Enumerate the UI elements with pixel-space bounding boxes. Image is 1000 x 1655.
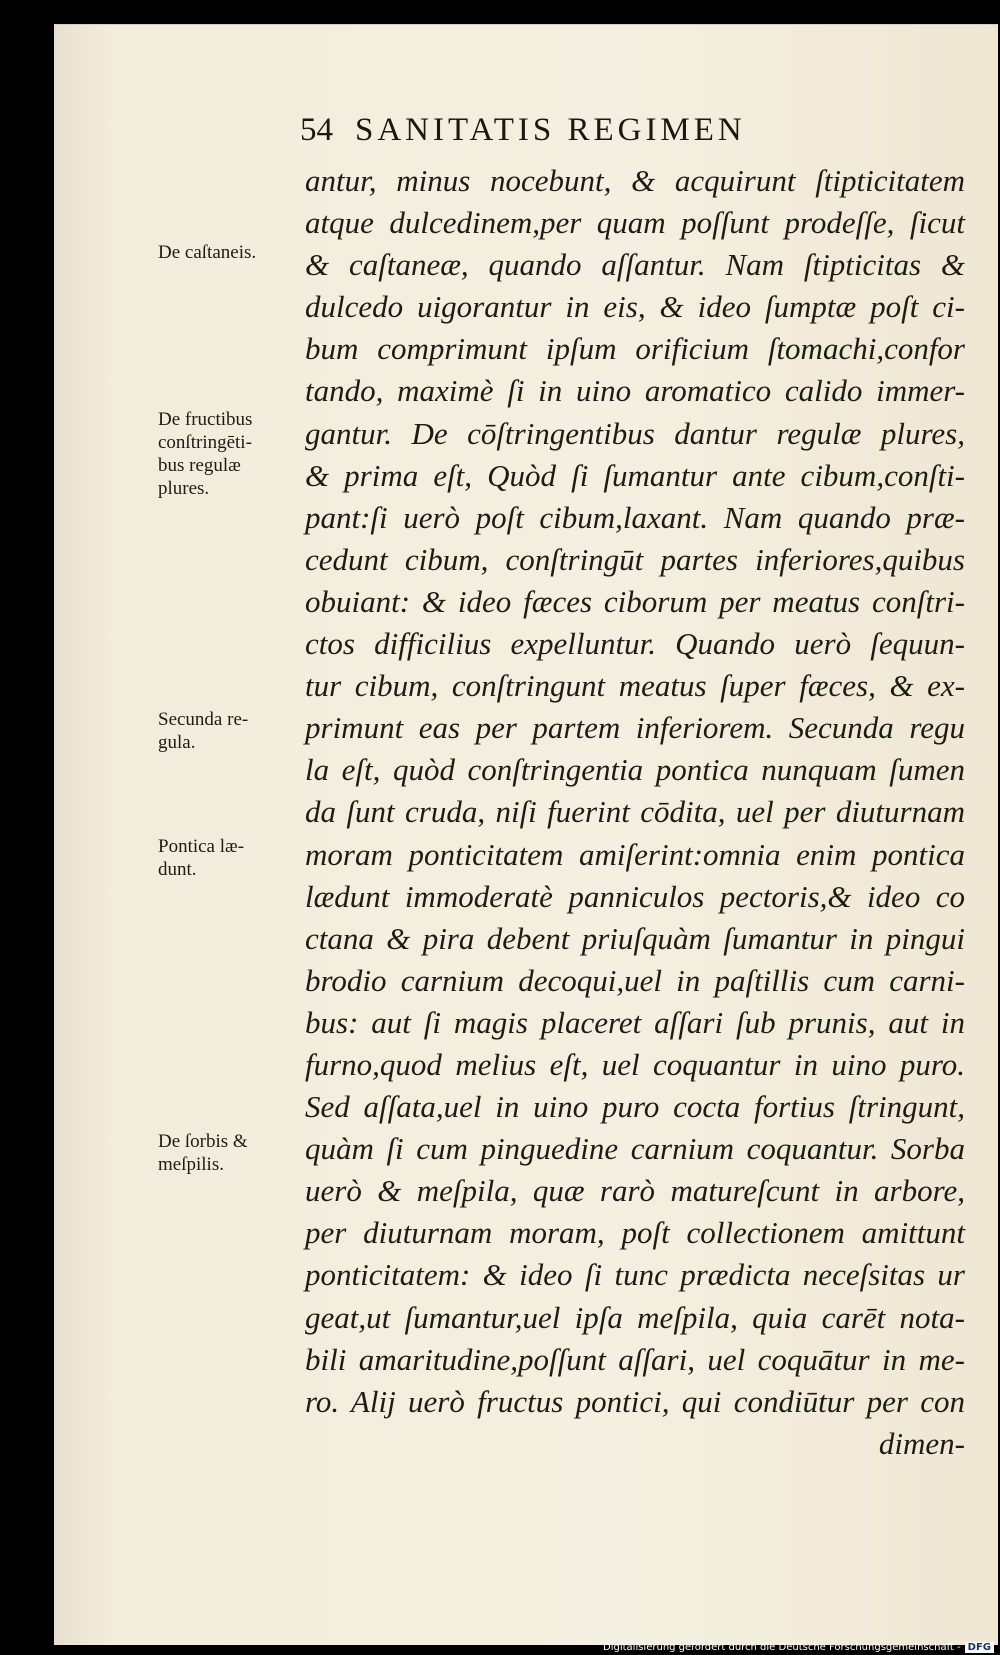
body-text xyxy=(305,160,965,1465)
text-line: uerò & meſpila, quæ rarò matureſcunt in arbore, xyxy=(305,1173,965,1209)
margin-note-line: De ſorbis & xyxy=(158,1131,248,1152)
text-line: Sed aſſata,uel in uino puro cocta fortius ſtringunt, xyxy=(305,1089,965,1125)
page-number: 54 xyxy=(300,112,333,148)
dfg-logo: DFG xyxy=(965,1642,994,1653)
text-line: furno,quod melius eſt, uel coquantur in uino puro. xyxy=(305,1046,965,1082)
text-line: bili amaritudine,poſſunt aſſari, uel coquātur in me- xyxy=(305,1341,965,1377)
text-line: lædunt immoderatè panniculos pectoris,& ideo co xyxy=(305,878,965,914)
catchword: dimen- xyxy=(878,1425,965,1461)
margin-note-line: Secunda re- xyxy=(158,709,249,730)
text-line: dulcedo uigorantur in eis, & ideo ſumptæ poſt ci- xyxy=(305,289,965,325)
text-line: brodio carnium decoqui,uel in paſtillis cum carni- xyxy=(305,962,965,998)
margin-note-secunda-regula xyxy=(158,708,306,754)
margin-note-line: gula. xyxy=(158,732,196,753)
text-line: moram ponticitatem amiſerint:omnia enim pontica xyxy=(305,836,965,872)
text-line: & caſtaneæ, quando aſſantur. Nam ſtipticitas & xyxy=(305,247,965,283)
text-line: tando, maximè ſi in uino aromatico calido immer- xyxy=(305,373,965,409)
text-line: quàm ſi cum pinguedine carnium coquantur. Sorba xyxy=(305,1131,965,1167)
text-line: bum comprimunt ipſum orificium ſtomachi,confor xyxy=(305,331,965,367)
margin-note-line: plures. xyxy=(158,478,210,499)
text-line: ro. Alij uerò fructus pontici, qui condiūtur per con xyxy=(305,1383,965,1419)
text-line: ctos difficilius expelluntur. Quando uerò ſequun- xyxy=(305,626,965,662)
text-line: primunt eas per partem inferiorem. Secunda regu xyxy=(305,710,965,746)
text-line: atque dulcedinem,per quam poſſunt prodeſſe, ſicut xyxy=(305,205,965,241)
margin-note-line: meſpilis. xyxy=(158,1154,224,1175)
text-line: per diuturnam moram, poſt collectionem amittunt xyxy=(305,1215,965,1251)
margin-note-line: Pontica læ- xyxy=(158,836,245,857)
text-line: pant:ſi uerò poſt cibum,laxant. Nam quando præ- xyxy=(305,499,965,535)
text-line: tur cibum, conſtringunt meatus ſuper fæces, & ex- xyxy=(305,668,965,704)
text-line: ctana & pira debent priuſquàm ſumantur in pingui xyxy=(305,920,965,956)
margin-note-sorbis xyxy=(158,1130,306,1176)
margin-note-line: dunt. xyxy=(158,859,197,880)
margin-note-line: De caſtaneis. xyxy=(158,242,257,263)
text-line: gantur. De cōſtringentibus dantur regulæ plures, xyxy=(305,415,965,451)
text-line: geat,ut ſumantur,uel ipſa meſpila, quia carēt nota- xyxy=(305,1299,965,1335)
text-line: obuiant: & ideo fæces ciborum per meatus conſtri- xyxy=(305,583,965,619)
running-header xyxy=(300,112,746,149)
digitization-credit xyxy=(603,1642,994,1653)
credit-text: Digitalisierung gefördert durch die Deutsche Forschungsgemeinschaft - xyxy=(603,1642,961,1653)
margin-note-line: De fructibus xyxy=(158,409,253,430)
text-line: & prima eſt, Quòd ſi ſumantur ante cibum,conſti- xyxy=(305,457,965,493)
text-line: cedunt cibum, conſtringūt partes inferiores,quibus xyxy=(305,541,965,577)
margin-note-line: bus regulæ xyxy=(158,455,241,476)
margin-note-pontica xyxy=(158,835,306,881)
margin-note-line: conſtringēti- xyxy=(158,432,252,453)
running-title: SANITATIS REGIMEN xyxy=(355,112,746,148)
margin-note-castaneis xyxy=(158,241,306,264)
text-line: da ſunt cruda, niſi fuerint cōdita, uel per diuturnam xyxy=(305,794,965,830)
text-line: ponticitatem: & ideo ſi tunc prædicta neceſsitas ur xyxy=(305,1257,965,1293)
margin-note-fructibus xyxy=(158,408,306,500)
text-line: bus: aut ſi magis placeret aſſari ſub prunis, aut in xyxy=(305,1004,965,1040)
text-line: la eſt, quòd conſtringentia pontica nunquam ſumen xyxy=(305,752,965,788)
text-line: antur, minus nocebunt, & acquirunt ſtipticitatem xyxy=(305,163,965,198)
